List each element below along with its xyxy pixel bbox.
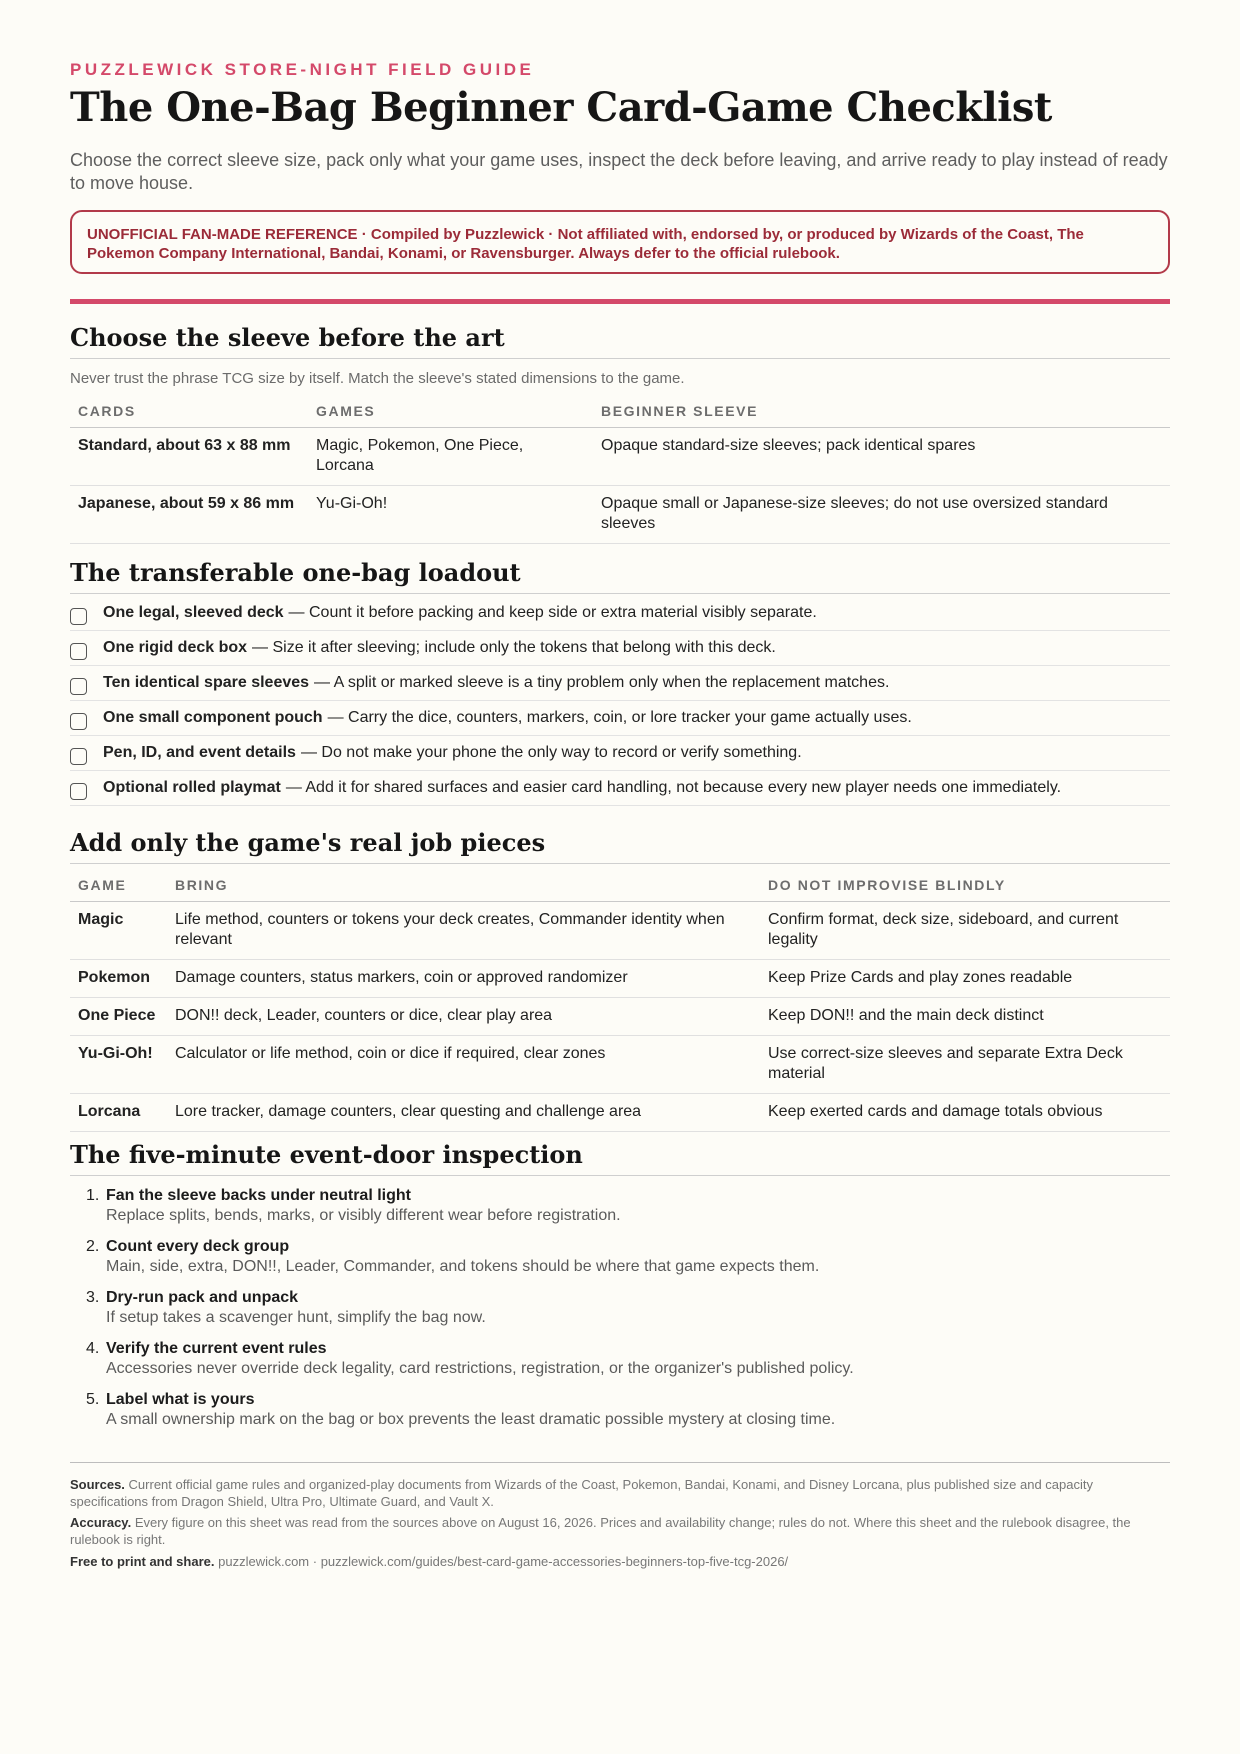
step-description: Replace splits, bends, marks, or visibly different wear before registration.: [106, 1207, 621, 1224]
cell-game: Pokemon: [70, 960, 167, 998]
column-header: DO NOT IMPROVISE BLINDLY: [760, 877, 1170, 902]
item-description: — Size it after sleeving; include only the tokens that belong with this deck.: [252, 639, 776, 656]
step-heading: Label what is yours: [106, 1391, 255, 1408]
footer-divider: [70, 1462, 1170, 1463]
share-link[interactable]: puzzlewick.com · puzzlewick.com/guides/best-card-game-accessories-beginners-top-five-tcg-2026/: [218, 1554, 789, 1569]
column-header: BEGINNER SLEEVE: [593, 403, 1170, 428]
sleeves-note: Never trust the phrase TCG size by itself. Match the sleeve's stated dimensions to the game.: [70, 370, 685, 387]
cell-avoid: Keep Prize Cards and play zones readable: [760, 960, 1170, 998]
cell-game: Lorcana: [70, 1094, 167, 1132]
accuracy-label: Accuracy.: [70, 1515, 132, 1530]
sources-label: Sources.: [70, 1477, 125, 1492]
cell-cards: Japanese, about 59 x 86 mm: [70, 486, 308, 544]
checkbox[interactable]: [70, 783, 87, 800]
checklist-item: [70, 701, 1170, 736]
step-description: A small ownership mark on the bag or box prevents the least dramatic possible mystery at closing time.: [106, 1411, 836, 1428]
step-number: 5.: [86, 1391, 100, 1408]
accuracy-text: Every figure on this sheet was read from the sources above on August 16, 2026. Prices and availability change; rules do not. Where this sheet and the rulebook disagree, the rulebook is right.: [70, 1515, 1131, 1547]
pieces-section-title: Add only the game's real job pieces: [70, 828, 1170, 864]
cell-sleeve: Opaque small or Japanese-size sleeves; do not use oversized standard sleeves: [593, 486, 1170, 544]
table-row: [70, 428, 1170, 486]
item-description: — Carry the dice, counters, markers, coin, or lore tracker your game actually uses.: [327, 709, 912, 726]
table-row: [70, 998, 1170, 1036]
list-item: [70, 1390, 1170, 1441]
cell-game: Magic: [70, 902, 167, 960]
column-header: CARDS: [70, 403, 308, 428]
step-number: 2.: [86, 1238, 100, 1255]
checklist-item: [70, 736, 1170, 771]
table-row: [70, 902, 1170, 960]
table-row: [70, 1036, 1170, 1094]
cell-bring: DON!! deck, Leader, counters or dice, clear play area: [167, 998, 760, 1036]
item-label: One rigid deck box: [103, 639, 248, 656]
sleeves-section-title: Choose the sleeve before the art: [70, 323, 1170, 359]
step-number: 4.: [86, 1340, 100, 1357]
table-row: [70, 960, 1170, 998]
step-number: 1.: [86, 1187, 100, 1204]
sleeve-table: [70, 403, 1170, 544]
cell-bring: Calculator or life method, coin or dice if required, clear zones: [167, 1036, 760, 1094]
step-heading: Verify the current event rules: [106, 1340, 327, 1357]
column-header: BRING: [167, 877, 760, 902]
cell-games: Magic, Pokemon, One Piece, Lorcana: [308, 428, 593, 486]
column-header: GAME: [70, 877, 167, 902]
share-label: Free to print and share.: [70, 1554, 215, 1569]
step-description: Accessories never override deck legality, card restrictions, registration, or the organizer's published policy.: [106, 1360, 854, 1377]
cell-games: Yu-Gi-Oh!: [308, 486, 593, 544]
cell-cards: Standard, about 63 x 88 mm: [70, 428, 308, 486]
lede: Choose the correct sleeve size, pack only what your game uses, inspect the deck before leaving, and arrive ready to play instead of ready to move house.: [70, 150, 1168, 193]
cell-sleeve: Opaque standard-size sleeves; pack identical spares: [593, 428, 1170, 486]
item-label: Pen, ID, and event details: [103, 744, 296, 761]
sources-note: [70, 1476, 1170, 1510]
disclaimer-box: UNOFFICIAL FAN-MADE REFERENCE · Compiled by Puzzlewick · Not affiliated with, endorsed by, or produced by Wizards of the Coast, The Pokemon Company International, Bandai, Konami, or Ravensburger. Always defer to the official rulebook.: [70, 210, 1170, 274]
cell-avoid: Use correct-size sleeves and separate Extra Deck material: [760, 1036, 1170, 1094]
list-item: [70, 1186, 1170, 1237]
checkbox[interactable]: [70, 643, 87, 660]
list-item: [70, 1288, 1170, 1339]
step-number: 3.: [86, 1289, 100, 1306]
inspection-steps: [70, 1186, 1170, 1441]
list-item: [70, 1237, 1170, 1288]
table-header-row: [70, 877, 1170, 902]
item-description: — Do not make your phone the only way to record or verify something.: [300, 744, 802, 761]
cell-bring: Lore tracker, damage counters, clear questing and challenge area: [167, 1094, 760, 1132]
cell-avoid: Confirm format, deck size, sideboard, and current legality: [760, 902, 1170, 960]
column-header: GAMES: [308, 403, 593, 428]
checkbox[interactable]: [70, 678, 87, 695]
checkbox[interactable]: [70, 713, 87, 730]
list-item: [70, 1339, 1170, 1390]
cell-avoid: Keep exerted cards and damage totals obvious: [760, 1094, 1170, 1132]
loadout-checklist: [70, 596, 1170, 806]
kicker: PUZZLEWICK STORE-NIGHT FIELD GUIDE: [70, 60, 535, 79]
cell-bring: Life method, counters or tokens your deck creates, Commander identity when relevant: [167, 902, 760, 960]
page-title: The One-Bag Beginner Card-Game Checklist: [70, 84, 1052, 131]
item-label: One legal, sleeved deck: [103, 604, 284, 621]
checklist-item: [70, 771, 1170, 806]
item-description: — Add it for shared surfaces and easier card handling, not because every new player needs one immediately.: [285, 779, 1062, 796]
step-description: If setup takes a scavenger hunt, simplify the bag now.: [106, 1309, 486, 1326]
step-heading: Dry-run pack and unpack: [106, 1289, 299, 1306]
item-description: — A split or marked sleeve is a tiny problem only when the replacement matches.: [314, 674, 890, 691]
checklist-item: [70, 596, 1170, 631]
checklist-item: [70, 666, 1170, 701]
cell-game: Yu-Gi-Oh!: [70, 1036, 167, 1094]
item-label: Ten identical spare sleeves: [103, 674, 310, 691]
checkbox[interactable]: [70, 748, 87, 765]
cell-game: One Piece: [70, 998, 167, 1036]
pieces-table: [70, 877, 1170, 1132]
loadout-section-title: The transferable one-bag loadout: [70, 558, 1170, 594]
sources-text: Current official game rules and organized-play documents from Wizards of the Coast, Pokemon, Bandai, Konami, and Disney Lorcana, plus published size and capacity specifications from Dragon Shield, Ultra Pro, Ultimate Guard, and Vault X.: [70, 1477, 1093, 1509]
accent-divider: [70, 299, 1170, 304]
cell-bring: Damage counters, status markers, coin or approved randomizer: [167, 960, 760, 998]
checklist-item: [70, 631, 1170, 666]
inspection-section-title: The five-minute event-door inspection: [70, 1140, 1170, 1176]
item-label: Optional rolled playmat: [103, 779, 281, 796]
cell-avoid: Keep DON!! and the main deck distinct: [760, 998, 1170, 1036]
item-description: — Count it before packing and keep side or extra material visibly separate.: [288, 604, 817, 621]
checkbox[interactable]: [70, 608, 87, 625]
share-note: [70, 1553, 1170, 1570]
table-row: [70, 486, 1170, 544]
table-header-row: [70, 403, 1170, 428]
item-label: One small component pouch: [103, 709, 323, 726]
table-row: [70, 1094, 1170, 1132]
step-description: Main, side, extra, DON!!, Leader, Commander, and tokens should be where that game expects them.: [106, 1258, 820, 1275]
step-heading: Fan the sleeve backs under neutral light: [106, 1187, 411, 1204]
accuracy-note: [70, 1514, 1170, 1548]
step-heading: Count every deck group: [106, 1238, 290, 1255]
